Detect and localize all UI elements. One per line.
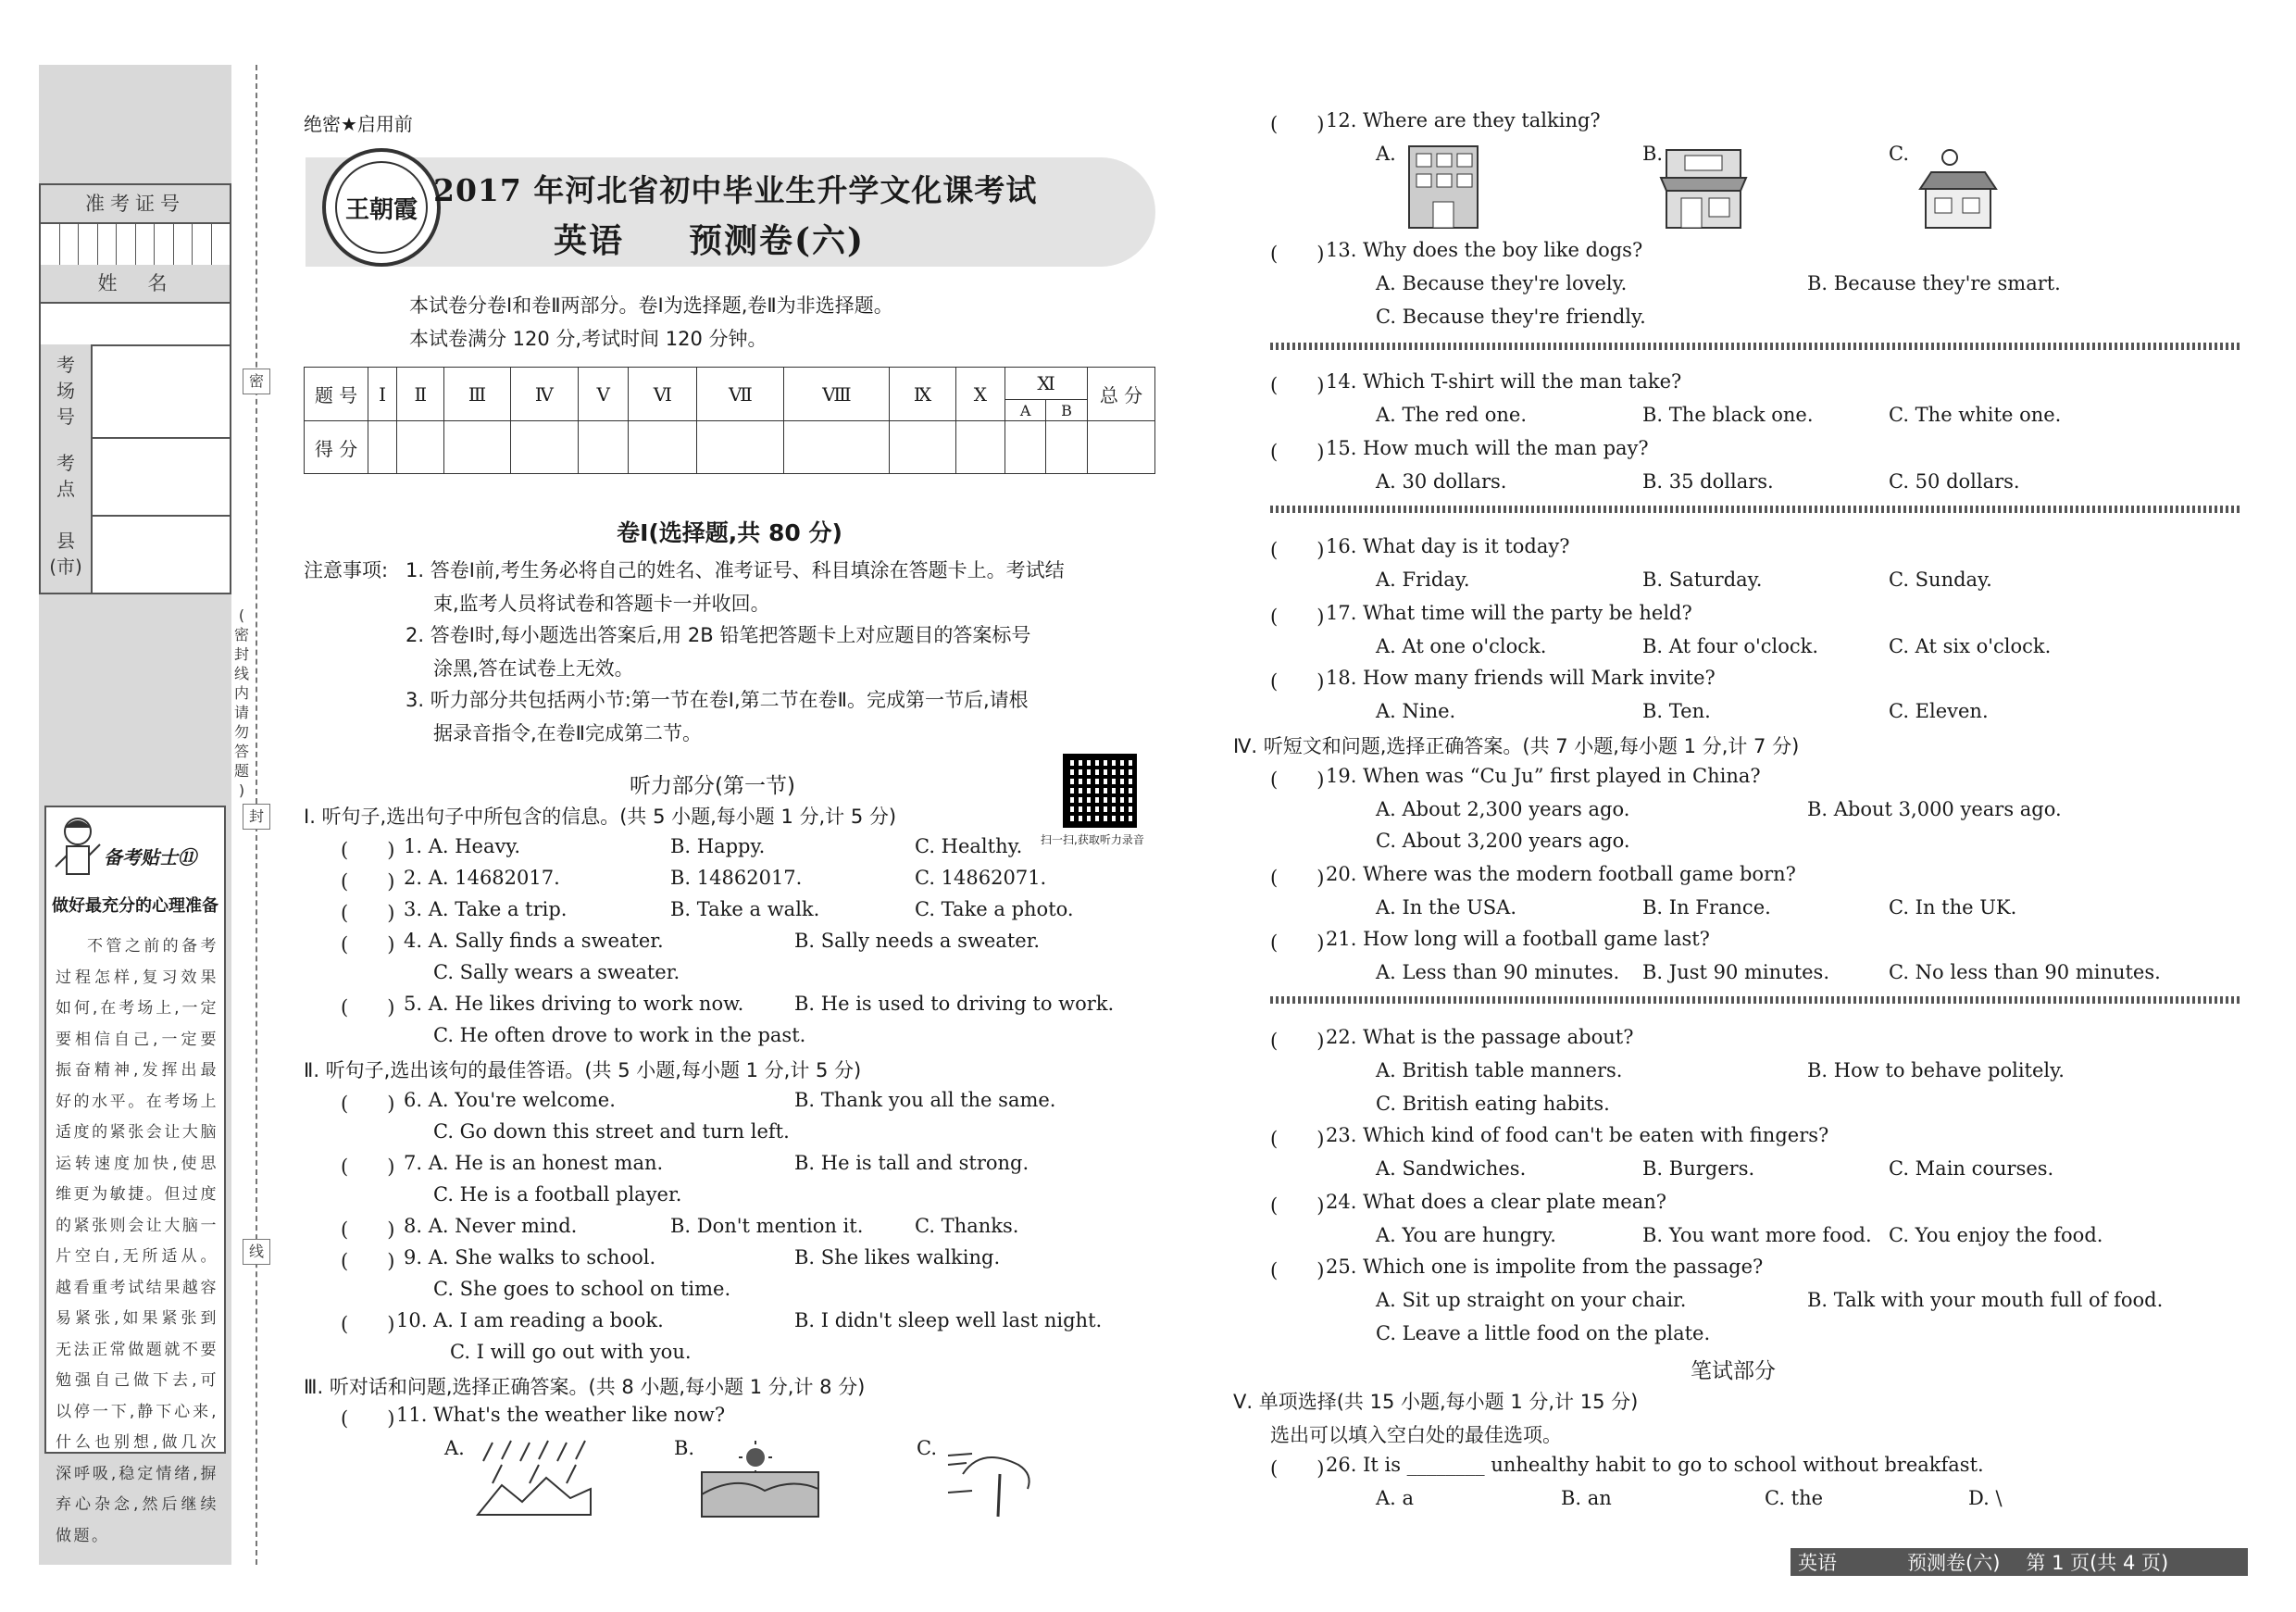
- q24-a: A. You are hungry.: [1376, 1224, 1556, 1246]
- q10-c: C. I will go out with you.: [450, 1341, 692, 1363]
- score-cell: [784, 421, 890, 474]
- q17-question: 17. What time will the party be held?: [1326, 602, 1692, 624]
- section-5-title: Ⅴ. 单项选择(共 15 小题,每小题 1 分,计 15 分): [1233, 1391, 1639, 1413]
- q3-c: C. Take a photo.: [915, 898, 1074, 920]
- publisher-logo: [322, 148, 441, 267]
- q11-b-label: B.: [674, 1437, 695, 1459]
- separator: [1270, 506, 2240, 513]
- q6-a: 6. A. You're welcome.: [404, 1089, 616, 1111]
- exam-site-label: 考 点: [41, 437, 93, 515]
- score-cell: [629, 421, 697, 474]
- answer-paren[interactable]: ( ): [341, 839, 395, 861]
- answer-paren[interactable]: ( ): [1270, 243, 1325, 265]
- q19-question: 19. When was “Cu Ju” first played in China?: [1326, 765, 1761, 787]
- answer-paren[interactable]: ( ): [341, 1218, 395, 1241]
- q13-c: C. Because they're friendly.: [1376, 306, 1646, 328]
- q25-b: B. Talk with your mouth full of food.: [1807, 1289, 2164, 1311]
- col-10: Ⅹ: [955, 368, 1004, 421]
- q26-question: 26. It is ________ unhealthy habit to go to school without breakfast.: [1326, 1454, 1984, 1476]
- q26-b: B. an: [1561, 1487, 1612, 1509]
- q11-c-label: C.: [917, 1437, 937, 1459]
- seal-mark-feng: 封: [243, 804, 270, 830]
- q14-b: B. The black one.: [1642, 404, 1814, 426]
- answer-paren[interactable]: ( ): [341, 1093, 395, 1115]
- q5-c: C. He often drove to work in the past.: [433, 1024, 806, 1046]
- notice-2b: 涂黑,答在试卷上无效。: [433, 657, 634, 680]
- q9-a: 9. A. She walks to school.: [404, 1246, 656, 1268]
- notice-label: 注意事项:: [304, 559, 389, 581]
- answer-paren[interactable]: ( ): [1270, 1030, 1325, 1052]
- exam-id-cells[interactable]: [41, 222, 230, 267]
- written-title: 笔试部分: [1691, 1359, 1776, 1383]
- candidate-info-box: [39, 183, 231, 594]
- name-label: 姓 名: [41, 265, 230, 304]
- q16-a: A. Friday.: [1376, 569, 1470, 591]
- col-4: Ⅳ: [510, 368, 579, 421]
- q6-b: B. Thank you all the same.: [794, 1089, 1056, 1111]
- answer-paren[interactable]: ( ): [341, 1250, 395, 1272]
- intro-line-1: 本试卷分卷Ⅰ和卷Ⅱ两部分。卷Ⅰ为选择题,卷Ⅱ为非选择题。: [409, 294, 893, 317]
- listening-title: 听力部分(第一节): [630, 774, 795, 798]
- q16-question: 16. What day is it today?: [1326, 535, 1570, 557]
- score-header-label: 题 号: [305, 368, 368, 421]
- score-cell: [444, 421, 510, 474]
- q16-b: B. Saturday.: [1642, 569, 1763, 591]
- q26-d: D. \: [1968, 1487, 2003, 1509]
- q13-a: A. Because they're lovely.: [1376, 272, 1628, 294]
- q22-c: C. British eating habits.: [1376, 1093, 1610, 1115]
- q11-a-label: A.: [444, 1437, 465, 1459]
- col-6: Ⅵ: [629, 368, 697, 421]
- answer-paren[interactable]: ( ): [341, 902, 395, 924]
- q20-a: A. In the USA.: [1376, 896, 1517, 918]
- logo-text: 王朝霞: [335, 161, 428, 254]
- q1-b: B. Happy.: [670, 835, 766, 857]
- answer-paren[interactable]: ( ): [341, 1156, 395, 1178]
- q7-a: 7. A. He is an honest man.: [404, 1152, 664, 1174]
- answer-paren[interactable]: ( ): [1270, 606, 1325, 628]
- score-cell: [1046, 421, 1088, 474]
- restaurant-icon: [1916, 146, 2000, 231]
- exam-room-label: 考 场 号: [41, 344, 93, 437]
- col-7: Ⅶ: [697, 368, 784, 421]
- q10-b: B. I didn't sleep well last night.: [794, 1309, 1103, 1331]
- q24-c: C. You enjoy the food.: [1889, 1224, 2103, 1246]
- tips-box: [44, 806, 226, 1545]
- q15-c: C. 50 dollars.: [1889, 470, 2020, 493]
- q8-c: C. Thanks.: [915, 1215, 1019, 1237]
- q23-a: A. Sandwiches.: [1376, 1157, 1527, 1180]
- seal-warning-vertical: ( 密 封 线 内 请 勿 答 题 ): [233, 606, 249, 799]
- student-cartoon-icon: [50, 811, 106, 885]
- q2-a: 2. A. 14682017.: [404, 867, 560, 889]
- footer-page: 第 1 页(共 4 页): [2026, 1552, 2169, 1574]
- q14-question: 14. Which T-shirt will the man take?: [1326, 370, 1682, 393]
- q1-c: C. Healthy.: [915, 835, 1023, 857]
- answer-paren[interactable]: ( ): [341, 1313, 395, 1335]
- seal-mark-mi: 密: [243, 369, 270, 394]
- answer-paren[interactable]: ( ): [1270, 1457, 1325, 1480]
- q18-question: 18. How many friends will Mark invite?: [1326, 667, 1716, 689]
- q17-a: A. At one o'clock.: [1376, 635, 1547, 657]
- score-cell: [697, 421, 784, 474]
- col-11b: B: [1046, 400, 1088, 421]
- q20-question: 20. Where was the modern football game born?: [1326, 863, 1796, 885]
- secret-label: 绝密★启用前: [304, 113, 413, 135]
- col-11a: A: [1005, 400, 1046, 421]
- col-11: Ⅺ: [1005, 368, 1088, 400]
- office-building-icon: [1405, 143, 1481, 231]
- footer-paper: 预测卷(六): [1907, 1552, 2001, 1574]
- answer-paren[interactable]: ( ): [1270, 441, 1325, 463]
- tips-title: 做好最充分的心理准备: [52, 896, 218, 916]
- q24-b: B. You want more food.: [1642, 1224, 1872, 1246]
- answer-paren[interactable]: ( ): [1270, 769, 1325, 791]
- county-field[interactable]: [41, 515, 230, 593]
- q6-c: C. Go down this street and turn left.: [433, 1120, 790, 1143]
- q22-b: B. How to behave politely.: [1807, 1059, 2065, 1081]
- answer-paren[interactable]: ( ): [1270, 113, 1325, 135]
- footer-subject: 英语: [1798, 1552, 1837, 1574]
- q14-c: C. The white one.: [1889, 404, 2062, 426]
- answer-paren[interactable]: ( ): [341, 933, 395, 956]
- q4-a: 4. A. Sally finds a sweater.: [404, 930, 664, 952]
- col-2: Ⅱ: [397, 368, 444, 421]
- q23-b: B. Burgers.: [1642, 1157, 1755, 1180]
- col-3: Ⅲ: [444, 368, 510, 421]
- answer-paren[interactable]: ( ): [341, 996, 395, 1018]
- q5-b: B. He is used to driving to work.: [794, 993, 1115, 1015]
- intro-line-2: 本试卷满分 120 分,考试时间 120 分钟。: [409, 328, 767, 350]
- q26-a: A. a: [1376, 1487, 1415, 1509]
- sunny-weather-icon: [700, 1437, 820, 1518]
- qr-caption: 扫一扫,获取听力录音: [1041, 833, 1144, 846]
- q21-c: C. No less than 90 minutes.: [1889, 961, 2161, 983]
- exam-title: 2017 年河北省初中毕业生升学文化课考试: [433, 172, 1038, 208]
- qr-code[interactable]: [1063, 754, 1137, 828]
- exam-id-label: 准考证号: [41, 185, 230, 224]
- volume1-title: 卷Ⅰ(选择题,共 80 分): [617, 519, 842, 546]
- q12-a-label: A.: [1376, 143, 1396, 165]
- q8-a: 8. A. Never mind.: [404, 1215, 578, 1237]
- q23-c: C. Main courses.: [1889, 1157, 2054, 1180]
- q19-b: B. About 3,000 years ago.: [1807, 798, 2062, 820]
- q15-question: 15. How much will the man pay?: [1326, 437, 1649, 459]
- q12-b-label: B.: [1642, 143, 1664, 165]
- q3-b: B. Take a walk.: [670, 898, 820, 920]
- q25-question: 25. Which one is impolite from the passage?: [1326, 1256, 1764, 1278]
- county-label: 县 (市): [41, 515, 93, 593]
- answer-paren[interactable]: ( ): [1270, 1259, 1325, 1281]
- q4-c: C. Sally wears a sweater.: [433, 961, 680, 983]
- score-cell: [397, 421, 444, 474]
- q18-b: B. Ten.: [1642, 700, 1711, 722]
- q13-b: B. Because they're smart.: [1807, 272, 2061, 294]
- score-cell: [890, 421, 955, 474]
- q20-b: B. In France.: [1642, 896, 1771, 918]
- score-cell: [955, 421, 1004, 474]
- q16-c: C. Sunday.: [1889, 569, 1992, 591]
- q2-b: B. 14862017.: [670, 867, 803, 889]
- score-cell: [579, 421, 629, 474]
- subject-title: [554, 215, 865, 262]
- paper-name: 预测卷(六): [689, 221, 866, 260]
- score-cell: [1088, 421, 1155, 474]
- q15-a: A. 30 dollars.: [1376, 470, 1507, 493]
- q7-c: C. He is a football player.: [433, 1183, 682, 1206]
- notice-3a: 3. 听力部分共包括两小节:第一节在卷Ⅰ,第二节在卷Ⅱ。完成第一节后,请根: [406, 689, 1029, 711]
- q9-c: C. She goes to school on time.: [433, 1278, 731, 1300]
- answer-paren[interactable]: ( ): [341, 870, 395, 893]
- q10-a: 10. A. I am reading a book.: [396, 1309, 664, 1331]
- q5-a: 5. A. He likes driving to work now.: [404, 993, 744, 1015]
- exam-site-field[interactable]: [41, 437, 230, 517]
- q15-b: B. 35 dollars.: [1642, 470, 1774, 493]
- score-row-label: 得 分: [305, 421, 368, 474]
- tips-text: 不管之前的备考过程怎样,复习效果如何,在考场上,一定要相信自己,一定要振奋精神,发挥出最好的水平。在考场上适度的紧张会让大脑运转速度加快,使思维更为敏捷。但过度的紧张则会让大脑一片空白,无所适从。越看重考试结果越容易紧张,如果紧张到无法正常做题就不要勉强自己做下去,可以停一下,静下心来,什么也别想,做几次深呼吸,稳定情绪,摒弃心杂念,然后继续做题。: [56, 937, 218, 1545]
- notice-2a: 2. 答卷Ⅰ时,每小题选出答案后,用 2B 铅笔把答题卡上对应题目的答案标号: [406, 624, 1031, 646]
- notice-1a: 1. 答卷Ⅰ前,考生务必将自己的姓名、准考证号、科目填涂在答题卡上。考试结: [406, 559, 1065, 581]
- subject-name: 英语: [554, 221, 625, 260]
- q19-a: A. About 2,300 years ago.: [1376, 798, 1630, 820]
- windy-weather-icon: [944, 1437, 1046, 1518]
- answer-paren[interactable]: ( ): [1270, 1128, 1325, 1150]
- q22-a: A. British table manners.: [1376, 1059, 1623, 1081]
- col-8: Ⅷ: [784, 368, 890, 421]
- q11-question: 11. What's the weather like now?: [396, 1404, 726, 1426]
- q22-question: 22. What is the passage about?: [1326, 1026, 1634, 1048]
- rainy-weather-icon: [474, 1437, 594, 1518]
- answer-paren[interactable]: ( ): [1270, 1194, 1325, 1217]
- answer-paren[interactable]: ( ): [1270, 374, 1325, 396]
- q21-a: A. Less than 90 minutes.: [1376, 961, 1620, 983]
- separator: [1270, 996, 2240, 1004]
- tips-badge: 备考贴士⑪: [104, 846, 196, 868]
- col-9: Ⅸ: [890, 368, 955, 421]
- q18-c: C. Eleven.: [1889, 700, 1989, 722]
- q13-question: 13. Why does the boy like dogs?: [1326, 239, 1643, 261]
- col-5: Ⅴ: [579, 368, 629, 421]
- answer-paren[interactable]: ( ): [1270, 670, 1325, 693]
- q25-c: C. Leave a little food on the plate.: [1376, 1322, 1711, 1344]
- q14-a: A. The red one.: [1376, 404, 1528, 426]
- answer-paren[interactable]: ( ): [1270, 931, 1325, 954]
- section-5-instruction: 选出可以填入空白处的最佳选项。: [1270, 1424, 1562, 1446]
- shop-street-icon: [1648, 141, 1759, 231]
- section-2-title: Ⅱ. 听句子,选出该句的最佳答语。(共 5 小题,每小题 1 分,计 5 分): [304, 1059, 862, 1081]
- exam-room-field[interactable]: [41, 344, 230, 439]
- answer-paren[interactable]: ( ): [1270, 539, 1325, 561]
- notice-1b: 束,监考人员将试卷和答题卡一并收回。: [433, 593, 770, 615]
- q26-c: C. the: [1765, 1487, 1824, 1509]
- answer-paren[interactable]: ( ): [1270, 867, 1325, 889]
- score-cell: [510, 421, 579, 474]
- section-4-title: Ⅳ. 听短文和问题,选择正确答案。(共 7 小题,每小题 1 分,计 7 分): [1233, 735, 1800, 757]
- answer-paren[interactable]: ( ): [341, 1407, 395, 1430]
- score-table: [304, 367, 1155, 474]
- score-cell: [368, 421, 397, 474]
- q21-b: B. Just 90 minutes.: [1642, 961, 1830, 983]
- q20-c: C. In the UK.: [1889, 896, 2017, 918]
- q1-a: 1. A. Heavy.: [404, 835, 521, 857]
- separator: [1270, 343, 2240, 350]
- name-field[interactable]: [41, 304, 230, 346]
- q4-b: B. Sally needs a sweater.: [794, 930, 1041, 952]
- q9-b: B. She likes walking.: [794, 1246, 1001, 1268]
- q7-b: B. He is tall and strong.: [794, 1152, 1029, 1174]
- page-footer: [1791, 1548, 2248, 1576]
- q12-question: 12. Where are they talking?: [1326, 109, 1601, 131]
- q12-c-label: C.: [1889, 143, 1909, 165]
- q17-c: C. At six o'clock.: [1889, 635, 2052, 657]
- q23-question: 23. Which kind of food can't be eaten with fingers?: [1326, 1124, 1829, 1146]
- q25-a: A. Sit up straight on your chair.: [1376, 1289, 1687, 1311]
- notice-3b: 据录音指令,在卷Ⅱ完成第二节。: [433, 722, 703, 744]
- q17-b: B. At four o'clock.: [1642, 635, 1819, 657]
- q19-c: C. About 3,200 years ago.: [1376, 830, 1630, 852]
- col-total: 总 分: [1088, 368, 1155, 421]
- q2-c: C. 14862071.: [915, 867, 1047, 889]
- q8-b: B. Don't mention it.: [670, 1215, 864, 1237]
- col-1: Ⅰ: [368, 368, 397, 421]
- q3-a: 3. A. Take a trip.: [404, 898, 568, 920]
- q18-a: A. Nine.: [1376, 700, 1456, 722]
- seal-mark-xian: 线: [243, 1239, 270, 1265]
- section-1-title: Ⅰ. 听句子,选出句子中所包含的信息。(共 5 小题,每小题 1 分,计 5 分): [304, 806, 897, 828]
- q24-question: 24. What does a clear plate mean?: [1326, 1191, 1666, 1213]
- section-3-title: Ⅲ. 听对话和问题,选择正确答案。(共 8 小题,每小题 1 分,计 8 分): [304, 1376, 866, 1398]
- q21-question: 21. How long will a football game last?: [1326, 928, 1710, 950]
- score-cell: [1005, 421, 1046, 474]
